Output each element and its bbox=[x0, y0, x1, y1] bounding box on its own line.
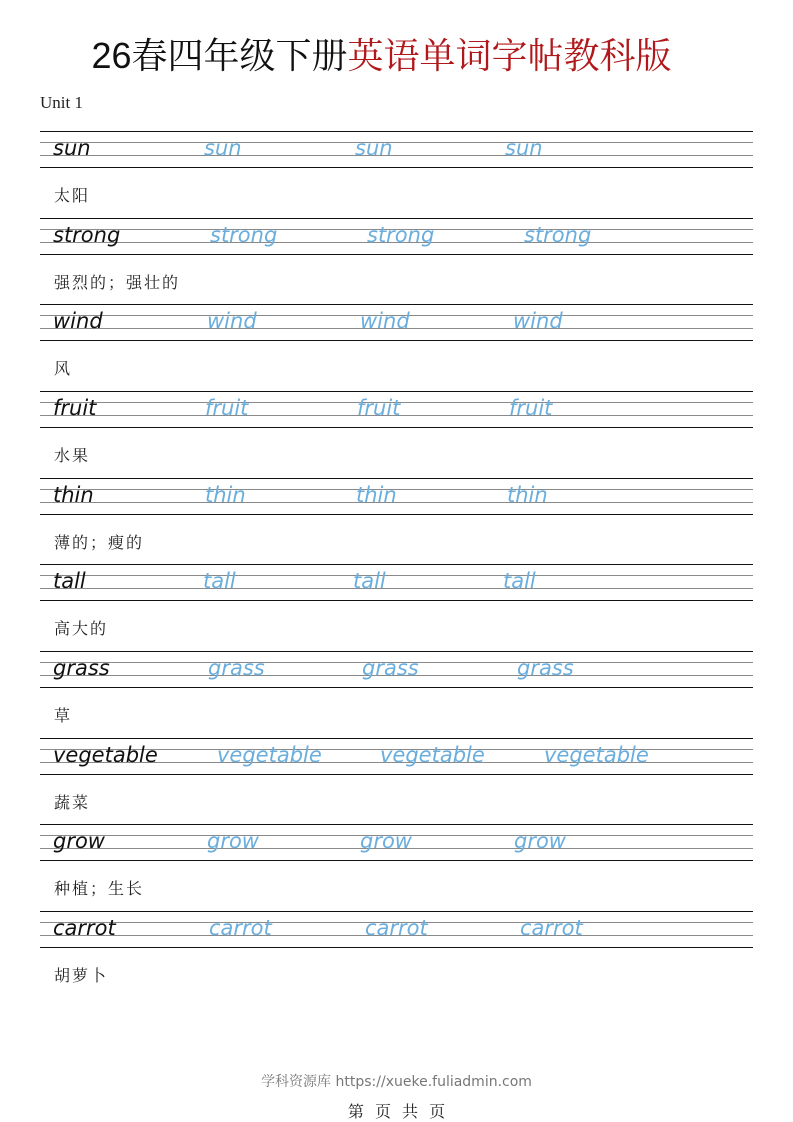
staff-line bbox=[40, 911, 753, 912]
trace-copy-word: carrot bbox=[209, 916, 272, 940]
vocab-word: vegetable bbox=[53, 743, 158, 767]
staff-line bbox=[40, 391, 753, 392]
trace-copy-word: grow bbox=[514, 829, 566, 853]
trace-copy-word: thin bbox=[507, 483, 548, 507]
four-line-staff-row bbox=[40, 564, 753, 601]
staff-line bbox=[40, 218, 753, 219]
four-line-staff-row bbox=[40, 304, 753, 341]
staff-line bbox=[40, 478, 753, 479]
word-meaning: 种植；生长 bbox=[54, 879, 145, 898]
trace-copy-word: grass bbox=[517, 656, 574, 680]
trace-copy-word: wind bbox=[513, 309, 563, 333]
trace-copy-word: vegetable bbox=[380, 743, 485, 767]
vocab-word: sun bbox=[53, 136, 91, 160]
staff-line bbox=[40, 575, 753, 576]
trace-copy-word: vegetable bbox=[217, 743, 322, 767]
vocab-word: grow bbox=[53, 829, 105, 853]
four-line-staff-row bbox=[40, 218, 753, 255]
trace-copy-word: thin bbox=[356, 483, 397, 507]
trace-copy-word: tall bbox=[203, 569, 236, 593]
staff-line bbox=[40, 564, 753, 565]
four-line-staff-row bbox=[40, 478, 753, 515]
staff-line bbox=[40, 860, 753, 861]
footer-source: 学科资源库 https://xueke.fuliadmin.com bbox=[261, 1074, 532, 1090]
word-meaning: 高大的 bbox=[54, 619, 109, 638]
trace-copy-word: tall bbox=[503, 569, 536, 593]
word-meaning: 水果 bbox=[54, 446, 91, 465]
vocab-word: grass bbox=[53, 656, 110, 680]
trace-copy-word: wind bbox=[207, 309, 257, 333]
trace-copy-word: strong bbox=[524, 223, 592, 247]
vocab-word: carrot bbox=[53, 916, 116, 940]
trace-copy-word: grow bbox=[360, 829, 412, 853]
trace-copy-word: grass bbox=[208, 656, 265, 680]
title-red-part: 英语单词字帖教科版 bbox=[347, 35, 672, 76]
word-meaning: 蔬菜 bbox=[54, 793, 91, 812]
staff-line bbox=[40, 687, 753, 688]
trace-copy-word: vegetable bbox=[544, 743, 649, 767]
staff-line bbox=[40, 142, 753, 143]
four-line-staff-row bbox=[40, 651, 753, 688]
trace-copy-word: strong bbox=[210, 223, 278, 247]
staff-line bbox=[40, 427, 753, 428]
trace-copy-word: fruit bbox=[357, 396, 401, 420]
trace-copy-word: sun bbox=[355, 136, 393, 160]
staff-line bbox=[40, 304, 753, 305]
trace-copy-word: tall bbox=[353, 569, 386, 593]
four-line-staff-row bbox=[40, 911, 753, 948]
word-meaning: 太阳 bbox=[54, 186, 91, 205]
page-title bbox=[0, 30, 763, 82]
staff-line bbox=[40, 131, 753, 132]
unit-label: Unit 1 bbox=[40, 93, 83, 112]
trace-copy-word: carrot bbox=[365, 916, 428, 940]
vocab-word: fruit bbox=[53, 396, 97, 420]
word-meaning: 强烈的；强壮的 bbox=[54, 273, 181, 292]
four-line-staff-row bbox=[40, 391, 753, 428]
trace-copy-word: thin bbox=[205, 483, 246, 507]
four-line-staff-row bbox=[40, 738, 753, 775]
trace-copy-word: carrot bbox=[520, 916, 583, 940]
word-meaning: 风 bbox=[54, 359, 73, 378]
trace-copy-word: sun bbox=[505, 136, 543, 160]
staff-line bbox=[40, 155, 753, 156]
staff-line bbox=[40, 947, 753, 948]
title-black-part: 26春四年级下册 bbox=[91, 35, 348, 76]
staff-line bbox=[40, 738, 753, 739]
staff-line bbox=[40, 651, 753, 652]
word-meaning: 薄的；瘦的 bbox=[54, 533, 145, 552]
trace-copy-word: sun bbox=[204, 136, 242, 160]
trace-copy-word: wind bbox=[360, 309, 410, 333]
vocab-word: tall bbox=[53, 569, 86, 593]
vocab-word: thin bbox=[53, 483, 94, 507]
trace-copy-word: grass bbox=[362, 656, 419, 680]
four-line-staff-row bbox=[40, 824, 753, 861]
four-line-staff-row bbox=[40, 131, 753, 168]
staff-line bbox=[40, 600, 753, 601]
staff-line bbox=[40, 167, 753, 168]
staff-line bbox=[40, 774, 753, 775]
staff-line bbox=[40, 588, 753, 589]
staff-line bbox=[40, 254, 753, 255]
vocab-word: strong bbox=[53, 223, 121, 247]
trace-copy-word: fruit bbox=[509, 396, 553, 420]
word-meaning: 胡萝卜 bbox=[54, 966, 109, 985]
trace-copy-word: fruit bbox=[205, 396, 249, 420]
staff-line bbox=[40, 340, 753, 341]
trace-copy-word: grow bbox=[207, 829, 259, 853]
trace-copy-word: strong bbox=[367, 223, 435, 247]
staff-line bbox=[40, 514, 753, 515]
word-meaning: 草 bbox=[54, 706, 73, 725]
vocab-word: wind bbox=[53, 309, 103, 333]
footer-page-number: 第 页 共 页 bbox=[347, 1102, 446, 1121]
staff-line bbox=[40, 824, 753, 825]
